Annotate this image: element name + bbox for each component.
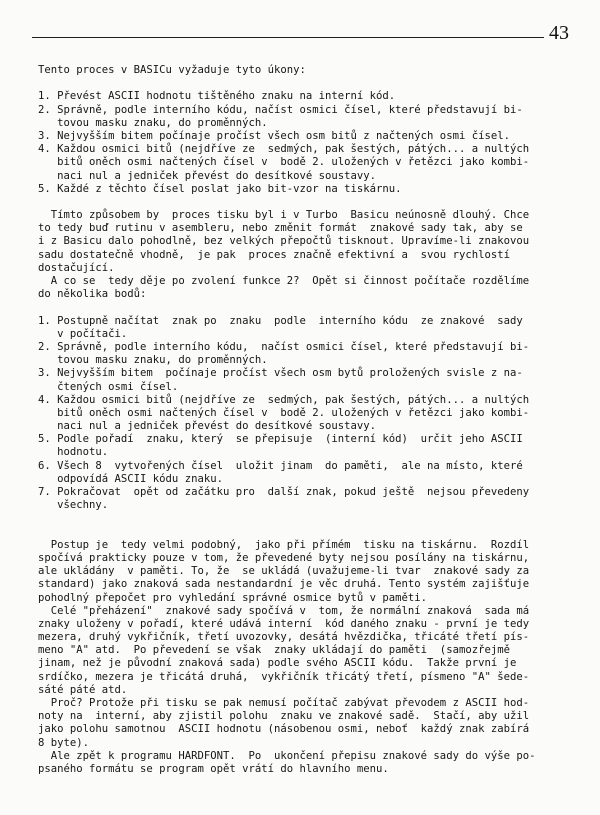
text-line: všechny. (38, 499, 109, 512)
text-line: hodnotu. (38, 446, 109, 459)
text-line: tovou masku znaku, do proměnných. (38, 354, 268, 367)
text-line: tovou masku znaku, do proměnných. (38, 116, 268, 129)
text-line: 2. Správně, podle interního kódu, načíst osmici čísel, které představují bi- (38, 103, 523, 116)
text-line: jinam, než je původní znaková sada) podle svého ASCII kódu. Takže první je (38, 657, 517, 670)
text-line: 8 byte). (38, 736, 90, 749)
text-line: 4. Každou osmici bitů (nejdříve ze sedmých, pak šestých, pátých... a nultých (38, 393, 530, 406)
text-line: Tento proces v BASICu vyžaduje tyto úkony: (38, 64, 306, 76)
text-line: dostačující. (38, 261, 115, 274)
text-line: pohodlný přepočet pro vyhledání správné osmice bytů v paměti. (38, 591, 428, 604)
text-line: 2. Správně, podle interního kódu, načíst osmici čísel, které představují bi- (38, 340, 530, 353)
text-line: naci nul a jedniček převést do desítkové soustavy. (38, 169, 377, 182)
text-line: i z Basicu dalo pohodlně, bez velkých přepočtů tisknout. Upravíme-li znakovou (38, 235, 530, 248)
text-line: standard) jako znaková sada nestandardní je věc druhá. Tento systém zajišťuje (38, 578, 530, 591)
text-line: mezera, druhý vykřičník, třetí uvozovky, desátá hvězdička, třicáté třetí pís- (38, 631, 530, 644)
text-line: Proč? Protože při tisku se pak nemusí počítač zabývat převodem z ASCII hod- (38, 697, 530, 709)
text-line: 4. Každou osmici bitů (nejdříve ze sedmých, pak šestých, pátých... a nultých (38, 143, 530, 156)
text-line: meno "A" atd. Po převedení se však znaky ukládají do paměti (samozřejmě (38, 644, 510, 657)
text-line: sáté páté atd. (38, 683, 128, 696)
text-line: do několika bodů: (38, 288, 147, 301)
text-line: čtených osmi čísel. (38, 380, 179, 393)
text-line: v počítači. (38, 327, 128, 340)
page-text (38, 64, 572, 776)
text-line: odpovídá ASCII kódu znaku. (38, 472, 223, 485)
text-line: bitů oněch osmi načtených čísel v bodě 2. uložených v řetězci jako kombi- (38, 156, 530, 169)
text-line: Celé "přeházení" znakové sady spočívá v tom, že normální znaková sada má (38, 604, 530, 617)
text-line: bitů oněch osmi načtených čísel v bodě 2. uložených v řetězci jako kombi- (38, 406, 530, 419)
header-rule (32, 37, 544, 38)
blank-line (38, 301, 572, 314)
text-line: jako polohu samotnou ASCII hodnotu (násobenou osmi, neboť každý znak zabírá (38, 723, 530, 736)
text-line: psaného formátu se program opět vrátí do hlavního menu. (38, 762, 389, 775)
text-line: sadu dostatečně vhodně, je pak proces značně efektivní a svou rychlostí (38, 248, 510, 261)
text-line: to tedy buď rutinu v asembleru, nebo změnit formát znakové sady tak, aby se (38, 222, 523, 235)
text-line: 7. Pokračovat opět od začátku pro další znak, pokud ještě nejsou převedeny (38, 486, 530, 498)
text-line: spočívá prakticky pouze v tom, že převedené byty nejsou posílány na tiskárnu, (38, 551, 530, 564)
text-line: ale ukládány v paměti. To, že se ukládá (uvažujeme-li tvar znakové sady za (38, 565, 530, 578)
text-line: 5. Podle pořadí znaku, který se přepisuje (interní kód) určit jeho ASCII (38, 433, 523, 446)
text-line: 3. Nejvyšším bitem počínaje pročíst všech osm bytů proložených svisle z na- (38, 367, 523, 380)
text-line: srdíčko, mezera je třicátá druhá, vykřičník třicátý třetí, písmeno "A" šede- (38, 670, 530, 683)
blank-line (38, 77, 572, 90)
blank-line (38, 512, 572, 525)
text-line: 6. Všech 8 vytvořených čísel uložit jinam do paměti, ale na místo, které (38, 459, 523, 472)
text-line: 1. Postupně načítat znak po znaku podle interního kódu ze znakové sady (38, 314, 523, 327)
text-line: naci nul a jedniček převést do desítkové soustavy. (38, 420, 377, 433)
text-line: noty na interní, aby zjistil polohu znaku ve znakové sadě. Stačí, aby užil (38, 710, 530, 723)
text-line: 3. Nejvyšším bitem počínaje pročíst všech osm bitů z načtených osmi čísel. (38, 129, 510, 142)
text-line: 5. Každé z těchto čísel poslat jako bit-vzor na tiskárnu. (38, 182, 402, 195)
text-line: Tímto způsobem by proces tisku byl i v Turbo Basicu neúnosně dlouhý. Chce (38, 209, 530, 222)
text-line: Ale zpět k programu HARDFONT. Po ukončení přepisu znakové sady do výše po- (38, 749, 536, 762)
text-line: 1. Převést ASCII hodnotu tištěného znaku na interní kód. (38, 90, 396, 103)
page-number: 43 (549, 22, 569, 44)
text-line: znaky uloženy v pořadí, které udává interní kód daného znaku - první je tedy (38, 617, 530, 630)
text-line: Postup je tedy velmi podobný, jako při přímém tisku na tiskárnu. Rozdíl (38, 538, 530, 551)
text-line: A co se tedy děje po zvolení funkce 2? Opět si činnost počítače rozdělíme (38, 275, 530, 287)
blank-line (38, 196, 572, 209)
blank-line (38, 526, 572, 539)
